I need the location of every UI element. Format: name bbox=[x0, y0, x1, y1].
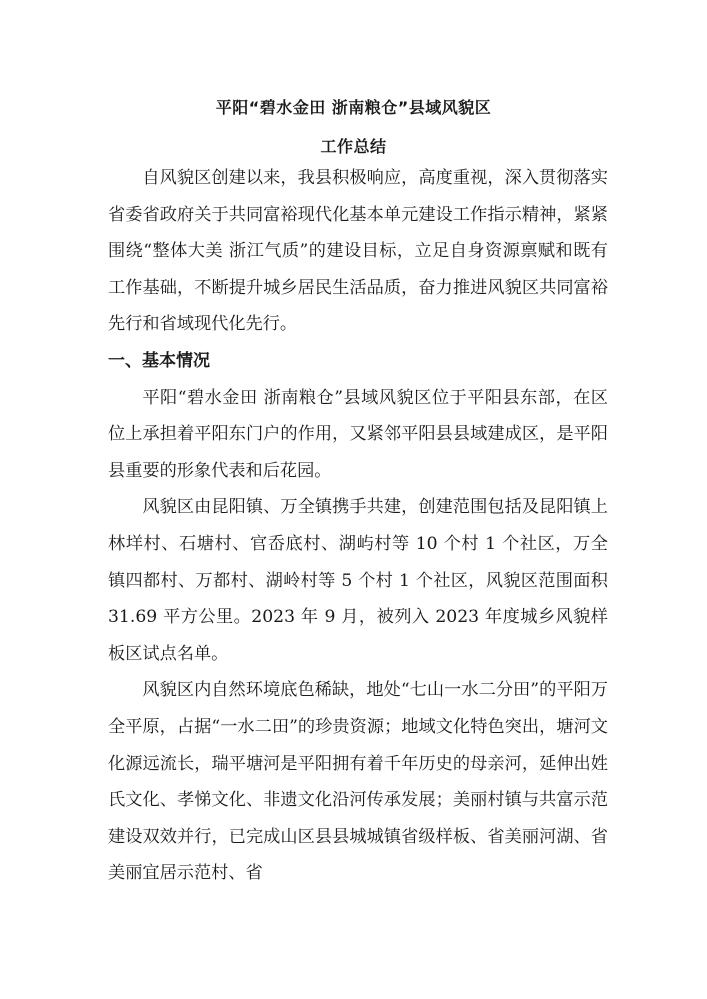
document-subtitle: 工作总结 bbox=[320, 137, 387, 156]
section-paragraph-resources: 风貌区内自然环境底色稀缺，地处“七山一水二分田”的平阳万全平原，占据“一水二田”的珍贵资源；地域文化特色突出，塘河文化源远流长，瑞平塘河是平阳拥有着千年历史的母亲河，延伸出姓氏文化、孝悌文化、非遗文化沿河传承发展；美丽村镇与共富示范建设双效并行，已完成山区县县城城镇省级样板、省美丽河湖、省美丽宜居示范村、省 bbox=[108, 680, 608, 884]
section-heading-basic-situation: 一、基本情况 bbox=[108, 350, 210, 371]
document-body bbox=[108, 160, 608, 892]
section-paragraph-scope: 风貌区由昆阳镇、万全镇携手共建，创建范围包括及昆阳镇上林垟村、石塘村、官岙底村、湖屿村等 10 个村 1 个社区，万全镇四都村、万都村、湖岭村等 5 个村 1 个社区，风貌区范围面积 31.69 平方公里。2023 年 9 月，被列入 2023 年度城乡风貌样板区试点名单。 bbox=[108, 497, 608, 664]
section-paragraph-location: 平阳“碧水金田 浙南粮仓”县域风貌区位于平阳县东部，在区位上承担着平阳东门户的作用，又紧邻平阳县县域建成区，是平阳县重要的形象代表和后花园。 bbox=[108, 387, 608, 481]
document-title: 平阳“碧水金田 浙南粮仓”县域风貌区 bbox=[215, 98, 492, 117]
intro-paragraph: 自风貌区创建以来，我县积极响应，高度重视，深入贯彻落实省委省政府关于共同富裕现代化基本单元建设工作指示精神，紧紧围绕“整体大美 浙江气质”的建设目标，立足自身资源禀赋和既有工作基础，不断提升城乡居民生活品质，奋力推进风貌区共同富裕先行和省域现代化先行。 bbox=[108, 168, 608, 335]
